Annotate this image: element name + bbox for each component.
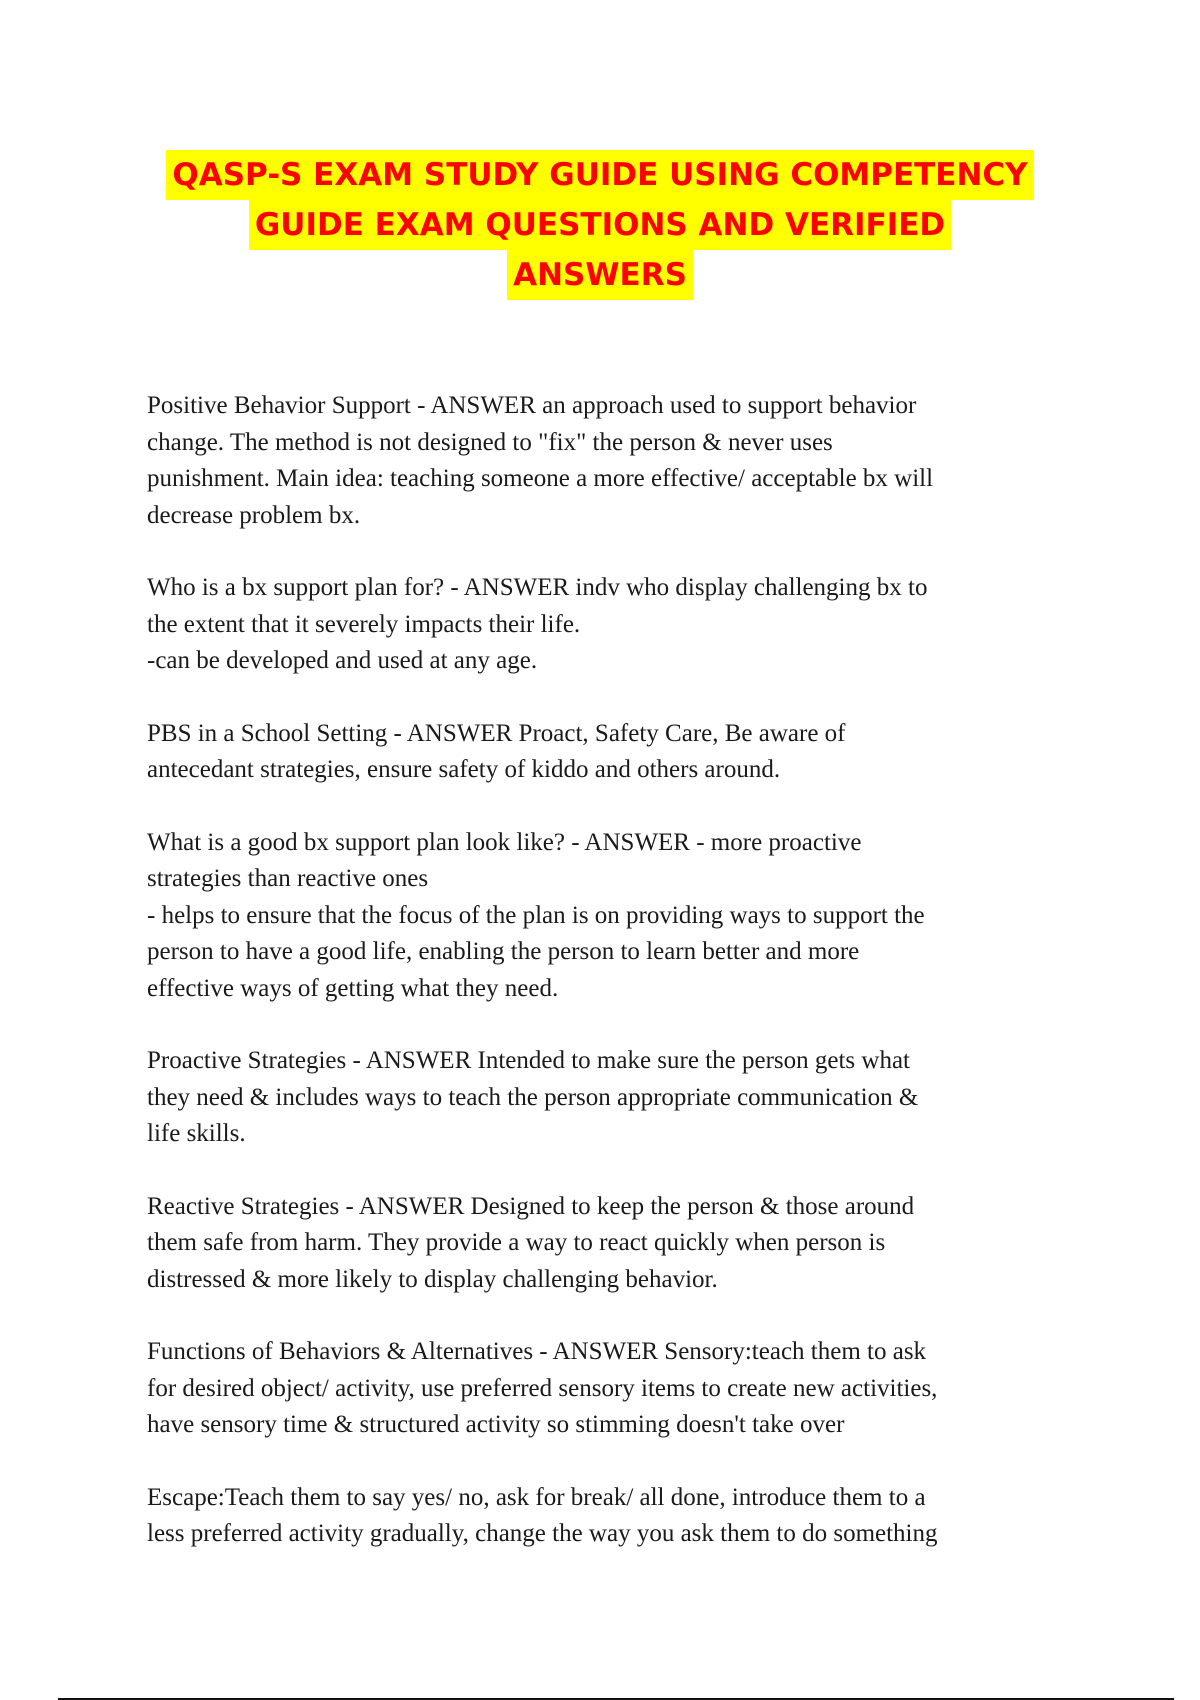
text-line: Functions of Behaviors & Alternatives - ANSWER Sensory:teach them to ask (147, 1338, 927, 1365)
text-line: - helps to ensure that the focus of the plan is on providing ways to support the (147, 901, 925, 929)
text-line: Proactive Strategies - ANSWER Intended to make sure the person gets what (147, 1047, 911, 1074)
text-line: Reactive Strategies - ANSWER Designed to keep the person & those around (147, 1192, 915, 1220)
text-line: they need & includes ways to teach the person appropriate communication & (147, 1083, 919, 1111)
text-line: the extent that it severely impacts their life. (147, 610, 581, 638)
title-line: QASP-S EXAM STUDY GUIDE USING COMPETENCY (166, 150, 1033, 200)
text-line: -can be developed and used at any age. (147, 647, 538, 674)
text-line: Who is a bx support plan for? - ANSWER indv who display challenging bx to (147, 574, 928, 601)
text-line: effective ways of getting what they need. (147, 974, 559, 1002)
text-line: What is a good bx support plan look like? - ANSWER - more proactive (147, 828, 862, 856)
qa-entry (147, 1189, 1067, 1299)
text-line: less preferred activity gradually, change the way you ask them to do something (147, 1520, 938, 1547)
text-line: person to have a good life, enabling the person to learn better and more (147, 938, 860, 965)
text-line: antecedant strategies, ensure safety of kiddo and others around. (147, 756, 781, 783)
text-line: Positive Behavior Support - ANSWER an approach used to support behavior (147, 392, 917, 419)
qa-entry (147, 388, 1067, 534)
qa-entry (147, 1480, 1067, 1553)
qa-entry (147, 1334, 1067, 1444)
qa-entry (147, 716, 1067, 789)
text-line: punishment. Main idea: teaching someone a more effective/ acceptable bx will (147, 465, 934, 492)
document-title (100, 150, 1100, 300)
text-line: for desired object/ activity, use preferred sensory items to create new activities, (147, 1374, 938, 1402)
title-line: ANSWERS (507, 250, 693, 300)
text-line: change. The method is not designed to "fix" the person & never uses (147, 428, 833, 456)
text-line: Escape:Teach them to say yes/ no, ask for break/ all done, introduce them to a (147, 1483, 926, 1511)
title-line: GUIDE EXAM QUESTIONS AND VERIFIED (249, 200, 951, 250)
text-line: PBS in a School Setting - ANSWER Proact, Safety Care, Be aware of (147, 719, 846, 747)
text-line: have sensory time & structured activity so stimming doesn't take over (147, 1411, 845, 1438)
qa-entry (147, 1043, 1067, 1153)
text-line: them safe from harm. They provide a way to react quickly when person is (147, 1229, 886, 1256)
qa-entry (147, 570, 1067, 680)
qa-list (147, 388, 1067, 1589)
text-line: distressed & more likely to display challenging behavior. (147, 1265, 718, 1293)
qa-entry (147, 825, 1067, 1008)
text-line: decrease problem bx. (147, 501, 361, 529)
text-line: strategies than reactive ones (147, 865, 429, 892)
text-line: life skills. (147, 1120, 246, 1147)
